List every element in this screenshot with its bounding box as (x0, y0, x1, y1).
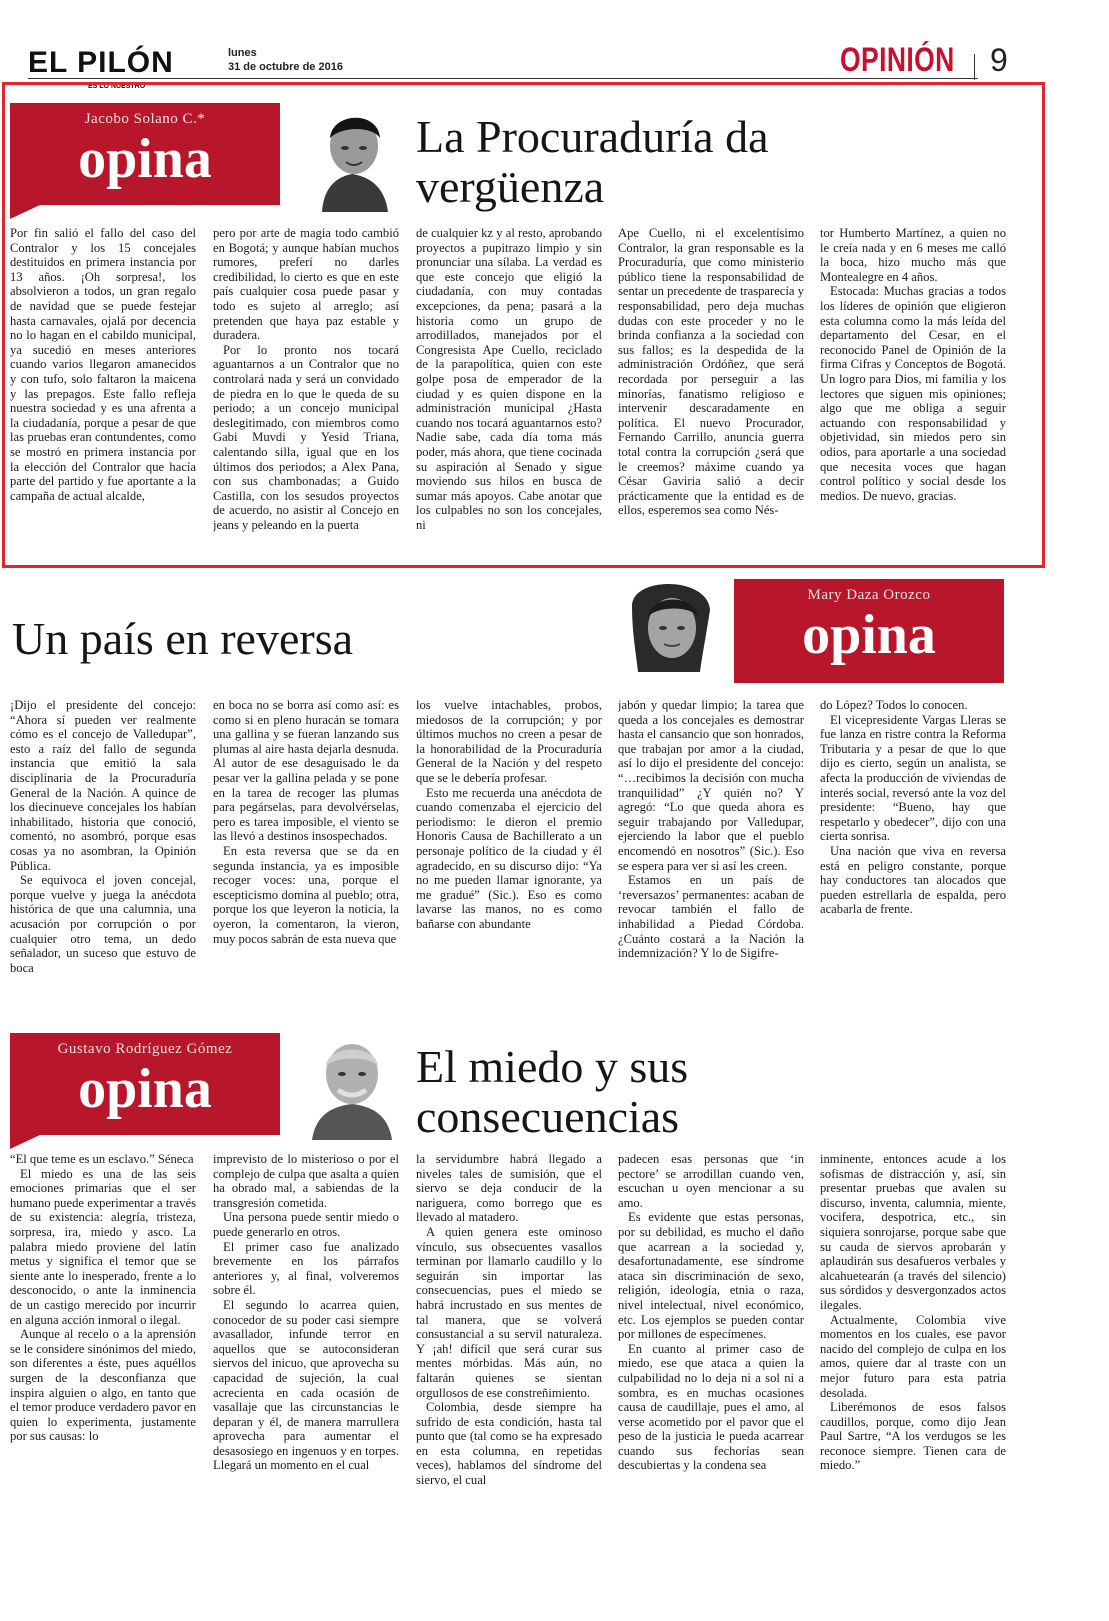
headline (12, 614, 353, 664)
article-column (213, 698, 399, 998)
paragraph: do López? Todos lo conocen. (820, 698, 968, 712)
paragraph: “El que teme es un esclavo.” Séneca (10, 1152, 194, 1166)
paragraph: A quien genera este ominoso vínculo, sus obsecuentes vasallos terminan por llamarlo caudillo y lo seguirán sin importar las consecuencias, pues el miedo se habrá incrustado en sus mentes de tal manera, que se volverá consustancial a su servil naturaleza. Y ¡ah! difícil que será curar sus mentes mórbidas. Más aún, no faltarán quienes se sientan orgullosos de ese constreñimiento. (416, 1224, 602, 1400)
headline-line-1: Un país en reversa (12, 613, 354, 664)
article-column (416, 698, 602, 998)
article-column (416, 226, 602, 562)
paragraph: imprevisto de lo misterioso o por el complejo de culpa que asalta a quien ha obrado mal, a sabiendas de la transgresión cometida. (213, 1152, 399, 1210)
author-photo (292, 104, 410, 212)
paragraph: Es evidente que estas personas, por su debilidad, es mucho el daño que acarrean a la sociedad y, desafortunadamente, ese síndrome ataca sin discriminación de sexo, religión, ideología, etnia o raza, nivel intelectual, nivel económico, etc. Los ejemplos se pueden contar por millones de especímenes. (618, 1210, 804, 1342)
opina-label: opina (78, 128, 212, 190)
article-column (820, 1152, 1006, 1522)
issue-weekday: lunes (228, 47, 257, 59)
paragraph: Se equivoca el joven concejal, porque vuelve y juega la anécdota histórica de que una calumnia, una acusación por corrupción o por cualquier otro tema, un dedo señalador, un suceso que estuvo de boca (10, 873, 196, 975)
article-column (618, 226, 804, 562)
author-name: Gustavo Rodríguez Gómez (57, 1041, 233, 1057)
paragraph: El primer caso fue analizado brevemente en los párrafos anteriores y, al final, volveremos sobre él. (213, 1239, 399, 1298)
paragraph: Ape Cuello, ni el excelentísimo Contralor, la gran responsable es la Procuraduría, que como ministerio público tiene la responsabilidad de sentar un precedente de trasparecía y responsabilidad, pero deja muchas dudas con este proceder y no le brinda confianza a la sociedad con sus fallos; es la despedida de la administración Ordóñez, que será recordada por perseguir a las minorías, fanatismo religioso e intervenir descaradamente en política. El nuevo Procurador, Fernando Carrillo, anuncia guerra total contra la corrupción ¿será que le creemos? máxime cuando ya César Gaviria salió a decir prácticamente que la entidad es de ellos, esperemos sea como Nés- (618, 226, 804, 518)
paragraph: Esto me recuerda una anécdota de cuando comenzaba el ejercicio del periodismo: le dieron el premio Honoris Causa de Bachillerato a un personaje político de la ciudad y él agradecido, en su discurso dijo: “Ya no me pueden llamar ignorante, ya me gradué” (Sic.). Eso es como lavarse las manos, no es como bañarse con abundante (416, 785, 602, 931)
newspaper-logo: EL PILÓN (28, 46, 174, 79)
opina-label: opina (78, 1058, 212, 1120)
issue-date-text: 31 de octubre de 2016 (228, 61, 343, 73)
author-photo (292, 1030, 410, 1140)
paragraph: Estocada: Muchas gracias a todos los líderes de opinión que eligieron esta columna como la más leída del departamento del Cesar, en el reconocido Panel de Opinión de la firma Cifras y Conceptos de Bogotá. Un logro para Dios, mi familia y los lectores que siguen mis opiniones; algo que me obliga a seguir actuando con responsabilidad y objetividad, sin miedos pero sin odios, para aportarle a una sociedad que necesita voces que hagan control político y social desde los medios. De nuevo, gracias. (820, 284, 1006, 503)
paragraph: padecen esas personas que ‘in pectore’ se arrodillan cuando ven, escuchan u oyen mencionar a su amo. (618, 1152, 804, 1210)
article-column (213, 1152, 399, 1522)
paragraph: Por fin salió el fallo del caso del Contralor y los 15 concejales destituidos en primera instancia por 13 años. ¡Oh sorpresa!, los absolvieron a todos, un gran regalo de navidad que se puede festejar hasta carnavales, ojalá por decencia no lo hagan en el cabildo municipal, ya sucedió en meses anteriores cuando varios llegaron amanecidos y con tufo, solo faltaron la maicena y las prepagos. Este fallo refleja nuestra sociedad y es una afrenta a la ciudadanía, porque a pesar de que las pruebas eran contundentes, como se mostró en primera instancia por la elección del Contralor que hacía parte del partido y fue aportante a la campaña de actual alcalde, (10, 226, 196, 503)
paragraph: pero por arte de magia todo cambió en Bogotá; y aunque habían muchos rumores, preferí no darles credibilidad, lo cierto es que en este país cualquier cosa puede pasar y todo es sujeto al arreglo; así pretenden que haya paz estable y duradera. (213, 226, 399, 343)
section-title: OPINIÓN (840, 41, 955, 79)
newspaper-tagline: ES LO NUESTRO (88, 83, 146, 90)
opinion-banner (10, 1033, 280, 1135)
article-column (820, 226, 1006, 562)
paragraph: los vuelve intachables, probos, miedosos de la corrupción; y por últimos muchos no creen a pesar de la honorabilidad de la Procuraduría General de la Nación y del respeto que se le debería profesar. (416, 698, 602, 785)
paragraph: Liberémonos de esos falsos caudillos, porque, como dijo Jean Paul Sartre, “A los verdugos se les reconoce siempre. Tienen cara de miedo.” (820, 1400, 1006, 1473)
headline-line-1: El miedo y sus (416, 1041, 689, 1092)
paragraph: ¡Dijo el presidente del concejo: “Ahora sí pueden ver realmente cómo es el concejo de Valledupar”, esto a raíz del fallo de segunda instancia que emitió la sala disciplinaria de la Procuraduría General de la Nación. A quince de los diecinueve concejales los habían inhabilitado, historia que conoció, comentó, no asombró, porque esas cosas ya no asombran, la Opinión Pública. (10, 698, 196, 873)
article-column (618, 1152, 804, 1522)
paragraph: en boca no se borra así como así: es como si en pleno huracán se tomara una gallina y se fueran lanzando sus plumas al aire hasta dejarla desnuda. Al autor de ese desaguisado le da pesar ver la gallina pelada y se pone en la tarea de recoger las plumas para pegárselas, para devolvérselas, pero es tarea imposible, el viento se las llevó a destinos insospechados. (213, 698, 399, 844)
paragraph: jabón y quedar limpio; la tarea que queda a los concejales es demostrar hasta el cansancio que son honrados, que trabajan por amor a la ciudad, así lo dijo el presidente del concejo: “…recibimos la decisión con mucha tranquilidad” ¿Y quién no? Y agregó: “Lo que queda ahora es seguir trabajando por Valledupar, ejerciendo la labor que el pueblo encomendó en nosotros” (Sic.). Eso se espera para ver si así les creen. (618, 698, 804, 873)
paragraph: Una persona puede sentir miedo o puede generarlo en otros. (213, 1210, 399, 1239)
paragraph: Estamos en un país de ‘reversazos’ permanentes: acaban de revocar también el fallo de inhabilidad a Piedad Córdoba. ¿Cuánto costará a la Nación la indemnización? Y lo de Sigifre- (618, 873, 804, 961)
paragraph: la servidumbre habrá llegado a niveles tales de sumisión, que el siervo se deja conducir de la nariguera, como borrego que es llevado al matadero. (416, 1152, 602, 1225)
author-name: Jacobo Solano C.* (84, 111, 206, 127)
paragraph: Colombia, desde siempre ha sufrido de esta condición, hasta tal punto que (tal como se ha expresado en esta columna, en repetidas veces), hablamos del síndrome del siervo, el cual (416, 1400, 602, 1488)
banner-notch (10, 205, 40, 219)
headline-line-2: vergüenza (416, 161, 605, 212)
article-column (618, 698, 804, 998)
article-column (10, 698, 196, 998)
banner-notch (10, 1135, 40, 1149)
paragraph: Aunque al recelo o a la aprensión se le considere sinónimos del miedo, son diferentes a éste, pues aquéllos surgen de la desconfianza que inspira alguien o algo, en tanto que el temor produce verdadero pavor en quien lo experimenta, justamente por sus causas: lo (10, 1327, 196, 1444)
headline (416, 112, 769, 212)
article-column (10, 226, 196, 562)
paragraph: En esta reversa que se da en segunda instancia, ya es imposible recoger voces: una, porque el escepticismo domina al pueblo; otra, porque los que leyeron la noticia, la oyeron, la comentaron, la vieron, muy pocos sabrán de esta nueva que (213, 843, 399, 946)
paragraph: Una nación que viva en reversa está en peligro constante, porque hay conductores tan alocados que pueden estrellarla de espalda, pero acabarla de frente. (820, 843, 1006, 917)
paragraph: de cualquier kz y al resto, aprobando proyectos a pupitrazo limpio y sin pronunciar una sílaba. La verdad es que este concejo que eligió la ciudadanía, con muy contadas excepciones, da pena; pasará a la historia como un grupo de arrodillados, manejados por el Congresista Ape Cuello, reciclado de la parapolítica, quien con este golpe posa de emperador de la ciudad y es quien dispone en la administración municipal ¿Hasta cuando nos tocará aguantarnos esto? Nadie sabe, cada día toma más poder, más ahora, que tiene cocinada su aspiración al Senado y sigue moviendo sus hilos en busca de sumar más apoyos. Cabe anotar que los culpables no son los concejales, ni (416, 226, 602, 532)
page-number-divider (974, 54, 975, 80)
paragraph: Actualmente, Colombia vive momentos en los cuales, ese pavor nacido del complejo de culpa en los amos, quiere dar al traste con un mejor futuro para esta patria desolada. (820, 1312, 1006, 1400)
paragraph: El segundo lo acarrea quien, conocedor de su poder casi siempre avasallador, infunde terror en aquellos que se autoconsideran siervos del inicuo, que aprovecha su capacidad de sujeción, la cual acrecienta en cada ocasión de vasallaje que las circunstancias le deparan y él, de manera marrullera aprovecha para aumentar el desasosiego en ingenuos y en torpes. Llegará un momento en el cual (213, 1297, 399, 1473)
author-photo (612, 576, 730, 684)
headline (416, 1042, 688, 1142)
headline-line-2: consecuencias (416, 1091, 680, 1142)
opinion-banner (734, 579, 1004, 683)
paragraph: En cuanto al primer caso de miedo, ese que ataca a quien la culpabilidad no lo deja ni a sol ni a sombra, es en muchas ocasiones causa de caudillaje, pues el amo, al verse acometido por el pavor que el peso de la justicia le pueda acarrear cuando sus fechorías sean descubiertas y la condena sea (618, 1341, 804, 1473)
article-column (820, 698, 1006, 998)
opina-label: opina (802, 604, 936, 666)
author-name: Mary Daza Orozco (807, 587, 931, 603)
paragraph: inminente, entonces acude a los sofismas de distracción y, así, sin presentar pruebas que avalen su discurso, inventa, calumnia, miente, vocifera, despotrica, etc., sin siquiera sonrojarse, porque sabe que su cauda de siervos aprobarán y aplaudirán sus desafueros verbales y alcahuetearán (a través del silencio) sus sórdidos y desvergonzados actos ilegales. (820, 1152, 1006, 1312)
paragraph: El vicepresidente Vargas Lleras se fue lanza en ristre contra la Reforma Tributaria y a pesar de que lo que dijo es cierto, según un analista, se afecta la producción de viviendas de interés social, reversó ante la voz del presidente: “Bueno, hay que respetarlo y obedecer”, dijo con una cierta sonrisa. (820, 712, 1006, 844)
masthead-divider (28, 78, 978, 79)
paragraph: tor Humberto Martínez, a quien no le creía nada y en 6 meses me calló la boca, hizo mucho más que Montealegre en 4 años. (820, 226, 1006, 284)
article-column (10, 1152, 196, 1522)
paragraph: Por lo pronto nos tocará aguantarnos a un Contralor que no controlará nada y será un convidado de piedra en lo que le queda de su periodo; a un concejo municipal deslegitimado, con miembros como Gabi Muvdi y Yesid Triana, calentando silla, igual que en los últimos dos periodos; a Alex Pana, con sus chambonadas; a Guido Castilla, con los sesudos proyectos de acuerdo, no asistir al Concejo en jeans y peleando en la puerta (213, 342, 399, 532)
article-column (213, 226, 399, 562)
paragraph: El miedo es una de las seis emociones primarias que el ser humano puede experimentar a través de su existencia: alegría, tristeza, sorpresa, ira, miedo y asco. La palabra miedo proviene del latín metus y significa el temor que se siente ante lo inesperado, frente a lo desconocido, o ante la inminencia de un castigo merecido por incurrir en alguna acción inmoral o ilegal. (10, 1166, 196, 1327)
opinion-banner (10, 103, 280, 205)
page-number: 9 (990, 42, 1008, 78)
article-column (416, 1152, 602, 1522)
headline-line-1: La Procuraduría da (416, 111, 769, 162)
issue-date (228, 46, 343, 74)
